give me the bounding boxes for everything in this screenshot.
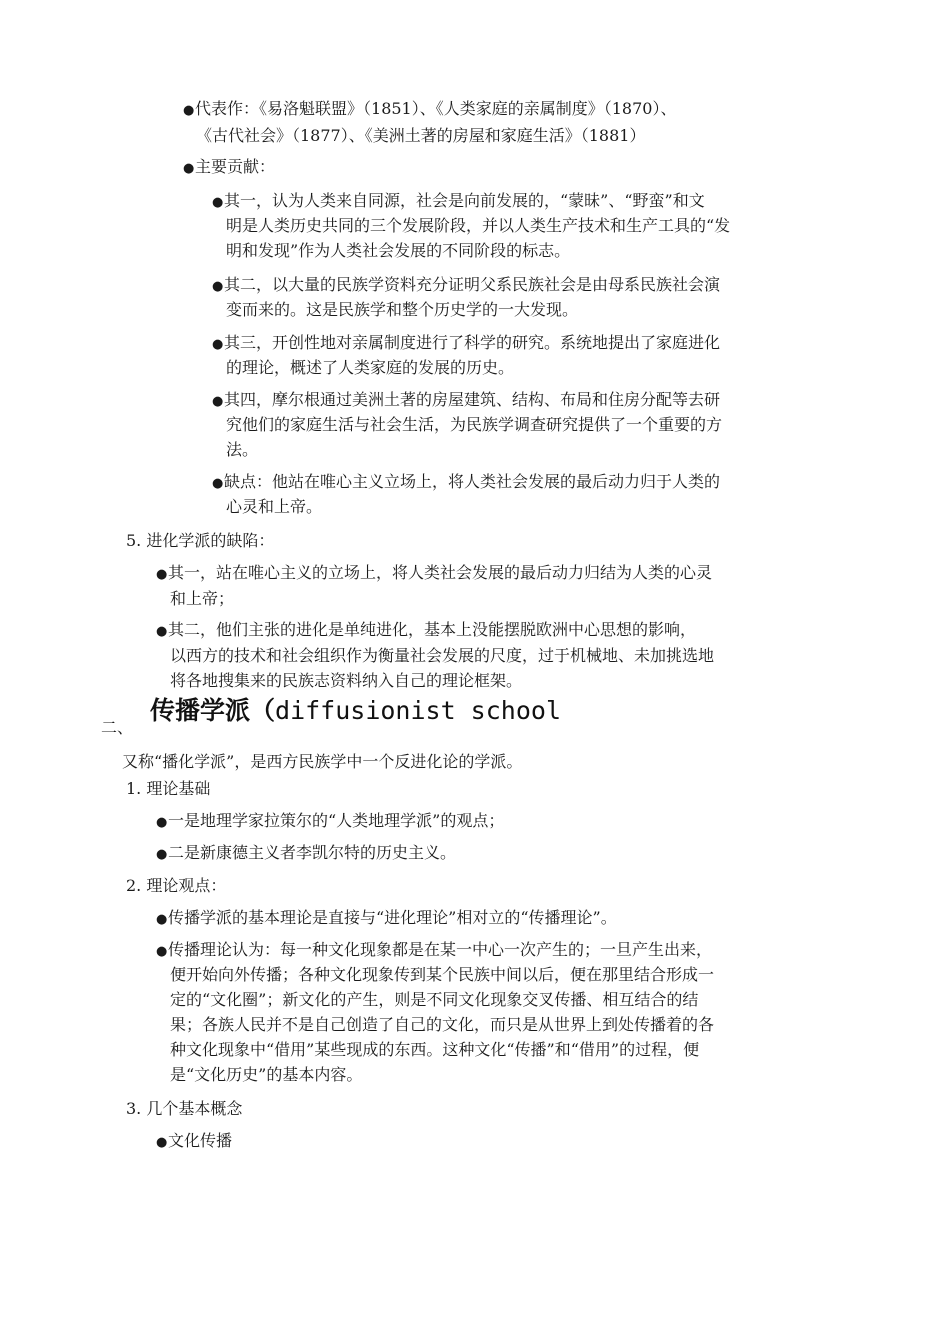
section-heading: 2. 理论观点： <box>126 876 227 895</box>
text-line: 种文化现象中“借用”某些现成的东西。这种文化“传播”和“借用”的过程，便 <box>170 1040 700 1059</box>
text-line: 和上帝； <box>170 589 235 608</box>
text-line: 究他们的家庭生活与社会生活，为民族学调查研究提供了一个重要的方 <box>226 415 723 434</box>
list-item <box>156 937 712 965</box>
item-text: 文化传播 <box>168 1131 233 1150</box>
list-item <box>212 188 705 216</box>
bullet-icon: ● <box>183 103 195 118</box>
list-item <box>183 154 275 182</box>
bullet-icon: ● <box>156 567 168 582</box>
list-item <box>212 469 720 497</box>
bullet-icon: ● <box>183 161 195 176</box>
text-line: 以西方的技术和社会组织作为衡量社会发展的尺度，过于机械地、未加挑选地 <box>170 646 715 665</box>
section-heading: 3. 几个基本概念 <box>126 1099 243 1118</box>
bullet-icon: ● <box>212 279 224 294</box>
section-number: 二、 <box>101 718 134 737</box>
bullet-icon: ● <box>156 815 168 830</box>
item-label: 主要贡献： <box>195 157 276 176</box>
bullet-icon: ● <box>212 195 224 210</box>
list-item <box>156 617 696 645</box>
text-line: 明是人类历史共同的三个发展阶段，并以人类生产技术和生产工具的“发 <box>226 216 731 235</box>
list-item <box>212 387 720 415</box>
intro-text: 又称“播化学派”，是西方民族学中一个反进化论的学派。 <box>122 752 523 771</box>
text-line: 心灵和上帝。 <box>226 497 323 516</box>
section-heading: 5. 进化学派的缺陷： <box>126 531 275 550</box>
bullet-icon: ● <box>212 337 224 352</box>
list-item <box>183 96 676 124</box>
bullet-icon: ● <box>156 912 168 927</box>
item-text: 一是地理学家拉策尔的“人类地理学派”的观点； <box>168 811 505 830</box>
title-cn: 传播学派（ <box>150 696 276 725</box>
text-line: 便开始向外传播；各种文化现象传到某个民族中间以后，便在那里结合形成一 <box>170 965 715 984</box>
section-heading: 1. 理论基础 <box>126 779 211 798</box>
list-item <box>212 272 720 300</box>
item-text: 其一，站在唯心主义的立场上，将人类社会发展的最后动力归结为人类的心灵 <box>168 563 713 582</box>
item-text: 传播学派的基本理论是直接与“进化理论”相对立的“传播理论”。 <box>168 908 617 927</box>
bullet-icon: ● <box>212 394 224 409</box>
text-line: 明和发现”作为人类社会发展的不同阶段的标志。 <box>226 241 571 260</box>
item-text: 其一，认为人类来自同源，社会是向前发展的，“蒙昧”、“野蛮”和文 <box>224 191 705 210</box>
text-line: 变而来的。这是民族学和整个历史学的一大发现。 <box>226 300 579 319</box>
item-text: 缺点：他站在唯心主义立场上，将人类社会发展的最后动力归于人类的 <box>224 472 721 491</box>
list-item <box>156 808 504 836</box>
text-line: 的理论，概述了人类家庭的发展的历史。 <box>226 358 515 377</box>
list-item <box>212 330 720 358</box>
text-line: 《古代社会》（1877）、《美洲土著的房屋和家庭生活》（1881） <box>196 126 646 145</box>
title-en: diffusionist school <box>275 696 561 725</box>
text-line: 法。 <box>226 440 259 459</box>
item-text: 《易洛魁联盟》（1851）、《人类家庭的亲属制度》（1870）、 <box>259 99 677 118</box>
item-text: 其四，摩尔根通过美洲土著的房屋建筑、结构、布局和住房分配等去研 <box>224 390 721 409</box>
text-line: 将各地搜集来的民族志资料纳入自己的理论框架。 <box>170 671 523 690</box>
list-item <box>156 905 617 933</box>
list-item <box>156 1128 232 1156</box>
text-line: 是“文化历史”的基本内容。 <box>170 1065 363 1084</box>
item-text: 传播理论认为：每一种文化现象都是在某一中心一次产生的；一旦产生出来， <box>168 940 713 959</box>
text-line: 定的“文化圈”；新文化的产生，则是不同文化现象交叉传播、相互结合的结 <box>170 990 699 1009</box>
list-item <box>156 840 456 868</box>
item-text: 其二，他们主张的进化是单纯进化，基本上没能摆脱欧洲中心思想的影响， <box>168 620 697 639</box>
text-line: 果；各族人民并不是自己创造了自己的文化，而只是从世界上到处传播着的各 <box>170 1015 715 1034</box>
bullet-icon: ● <box>212 476 224 491</box>
item-text: 二是新康德主义者李凯尔特的历史主义。 <box>168 843 457 862</box>
item-text: 其三，开创性地对亲属制度进行了科学的研究。系统地提出了家庭进化 <box>224 333 721 352</box>
bullet-icon: ● <box>156 847 168 862</box>
list-item <box>156 560 712 588</box>
item-label: 代表作： <box>195 99 260 118</box>
page-title <box>150 694 561 728</box>
item-text: 其二，以大量的民族学资料充分证明父系民族社会是由母系民族社会演 <box>224 275 721 294</box>
bullet-icon: ● <box>156 624 168 639</box>
bullet-icon: ● <box>156 944 168 959</box>
bullet-icon: ● <box>156 1135 168 1150</box>
